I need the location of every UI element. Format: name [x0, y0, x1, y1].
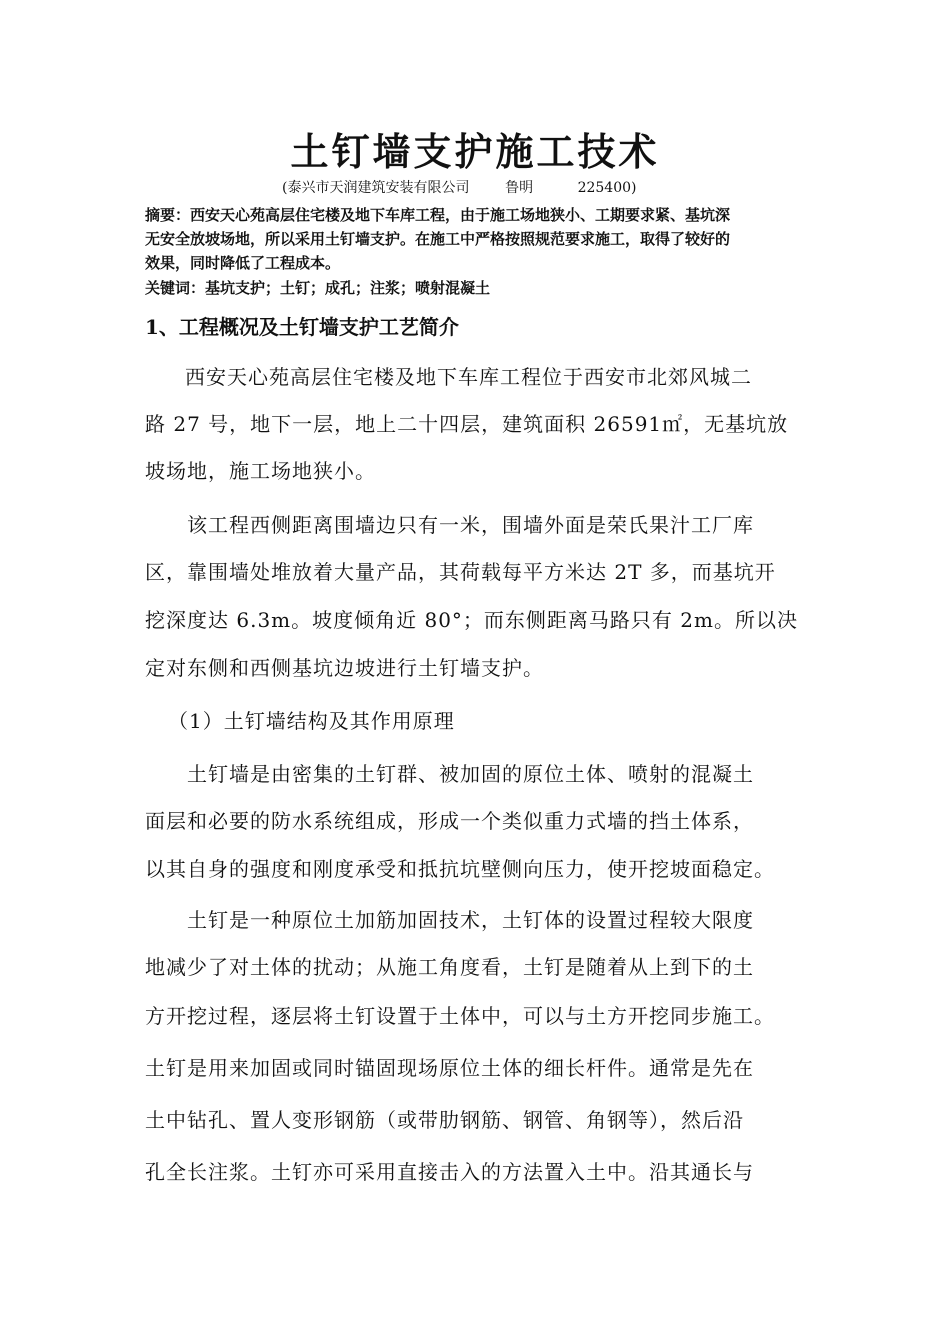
body-line: 定对东侧和西侧基坑边坡进行土钉墙支护。: [145, 656, 544, 680]
body-line: 路 27 号，地下一层，地上二十四层，建筑面积 26591㎡，无基坑放: [145, 412, 789, 436]
document-title: 土钉墙支护施工技术: [290, 129, 660, 174]
body-line: 面层和必要的防水系统组成，形成一个类似重力式墙的挡土体系，: [145, 809, 754, 833]
author-line: (泰兴市天润建筑安装有限公司 鲁明 225400): [282, 180, 637, 196]
body-line: 地减少了对土体的扰动；从施工角度看，土钉是随着从上到下的土: [145, 955, 754, 979]
abstract-line: 无安全放坡场地，所以采用土钉墙支护。在施工中严格按照规范要求施工，取得了较好的: [145, 230, 731, 248]
body-line: 方开挖过程，逐层将土钉设置于土体中，可以与土方开挖同步施工。: [145, 1004, 775, 1028]
body-line: 西安天心苑高层住宅楼及地下车库工程位于西安市北郊风城二: [185, 365, 752, 389]
body-line: 该工程西侧距离围墙边只有一米，围墙外面是荣氏果汁工厂库: [187, 513, 754, 537]
abstract: [145, 203, 815, 275]
body-line: 挖深度达 6.3m。坡度倾角近 80°；而东侧距离马路只有 2m。所以决: [145, 608, 798, 632]
abstract-line: 效果，同时降低了工程成本。: [145, 254, 341, 272]
section-heading: 1、工程概况及土钉墙支护工艺简介: [145, 315, 459, 339]
body-line: 区，靠围墙处堆放着大量产品，其荷载每平方米达 2T 多，而基坑开: [145, 560, 776, 584]
body-line: 土钉墙是由密集的土钉群、被加固的原位土体、喷射的混凝土: [187, 762, 754, 786]
subsection-heading: （1）土钉墙结构及其作用原理: [168, 709, 455, 733]
abstract-line: 摘要：西安天心苑高层住宅楼及地下车库工程，由于施工场地狭小、工期要求紧、基坑深: [145, 206, 731, 224]
body-line: 孔全长注浆。土钉亦可采用直接击入的方法置入土中。沿其通长与: [145, 1160, 754, 1184]
body-line: 土钉是用来加固或同时锚固现场原位土体的细长杆件。通常是先在: [145, 1056, 754, 1080]
keywords: 关键词：基坑支护；土钉；成孔；注浆；喷射混凝土: [145, 279, 491, 297]
body-line: 土中钻孔、置人变形钢筋（或带肋钢筋、钢管、角钢等），然后沿: [145, 1108, 744, 1132]
body-line: 土钉是一种原位土加筋加固技术，土钉体的设置过程较大限度: [187, 908, 754, 932]
body-line: 以其自身的强度和刚度承受和抵抗坑壁侧向压力，使开挖坡面稳定。: [145, 857, 775, 881]
body-line: 坡场地，施工场地狭小。: [145, 459, 376, 483]
